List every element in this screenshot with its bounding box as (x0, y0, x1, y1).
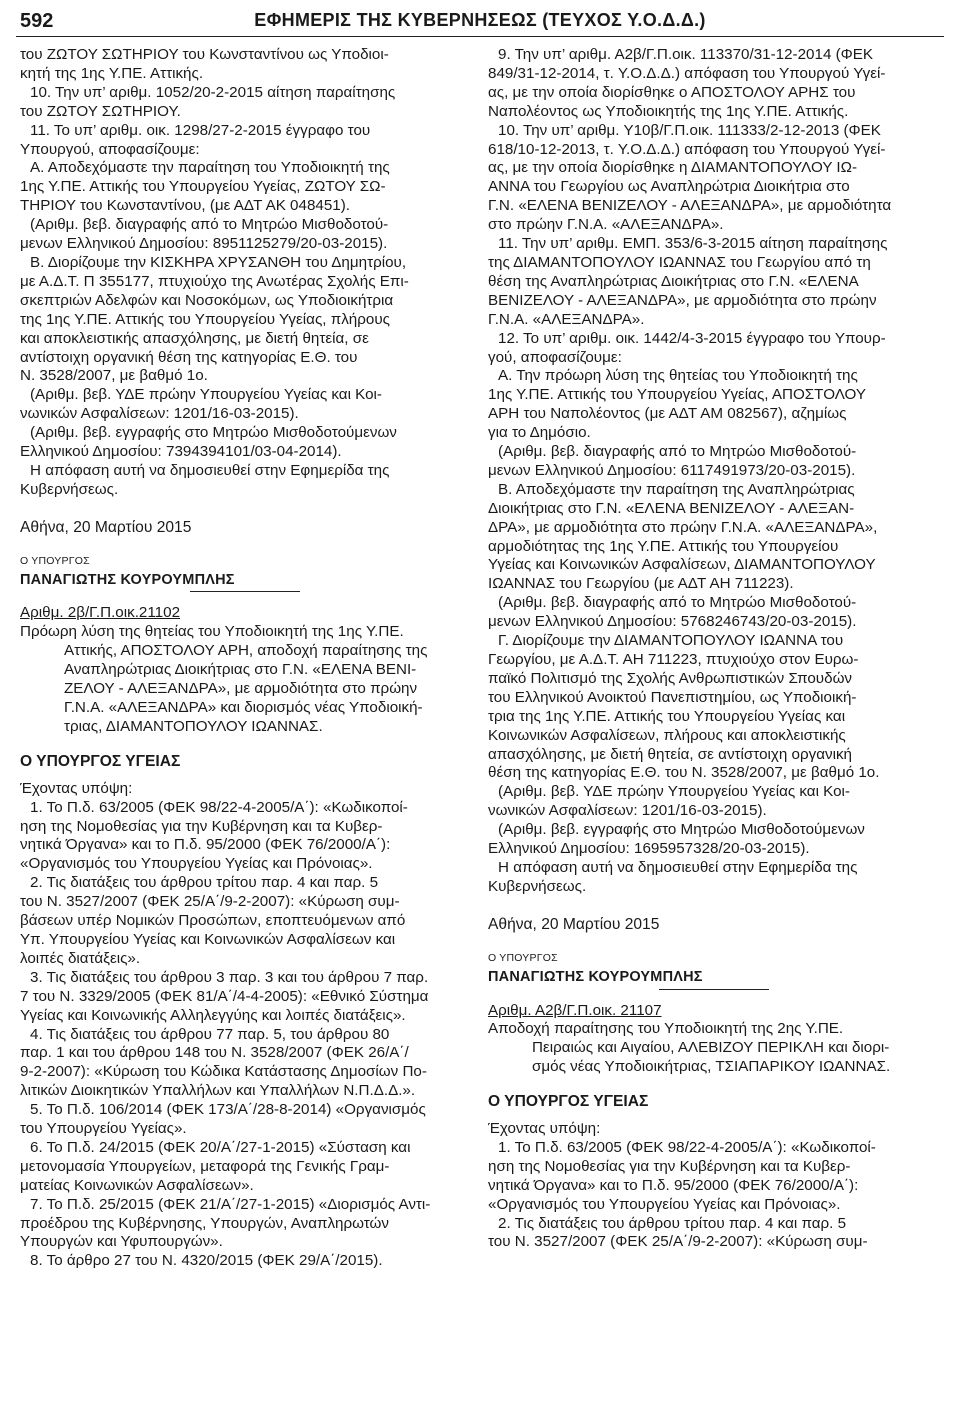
text-line: μετονομασία Υπουργείων, μεταφορά της Γενικής Γραμ- (20, 1157, 390, 1175)
text-line: 10. Την υπ’ αριθμ. Υ10β/Γ.Π.οικ. 111333/2-12-2013 (ΦΕΚ (498, 121, 881, 139)
text-line: Κυβερνήσεως. (488, 877, 587, 895)
text-line: παϊκό Πολιτισμό της Σχολής Ανθρωπιστικών Σπουδών (488, 669, 853, 687)
text-line: μενων Ελληνικού Δημοσίου: 5768246743/20-03-2015). (488, 613, 857, 631)
right-column (488, 46, 940, 1252)
text-line: Ναπολέοντος ως Υποδιοικητής της 1ης Υ.ΠΕ. Αττικής. (488, 102, 849, 120)
header-rule (16, 36, 944, 37)
text-line: Υπουργών και Υφυπουργών». (20, 1233, 223, 1251)
text-line: προέδρου της Κυβέρνησης, Υπουργών, Αναπληρωτών (20, 1214, 390, 1232)
text-line: λοιπές διατάξεις». (20, 949, 141, 967)
page-header (16, 6, 944, 44)
spacer (20, 500, 470, 519)
text-line: 11. Την υπ’ αριθμ. ΕΜΠ. 353/6-3-2015 αίτηση παραίτησης (498, 235, 888, 253)
text-line: ας, με την οποία διορίσθηκε ο ΑΠΟΣΤΟΛΟΥ ΑΡΗΣ του (488, 83, 856, 101)
text-line: Ν. 3528/2007, με βαθμό 1ο. (20, 367, 208, 385)
subject-line: Πειραιώς και Αιγαίου, ΑΛΕΒΙΖΟΥ ΠΕΡΙΚΛΗ και διορι- (532, 1039, 890, 1057)
text-line: Υπ. Υπουργείου Υγείας και Κοινωνικών Ασφαλίσεων και (20, 930, 396, 948)
subject-line: Αναπληρώτριας Διοικήτριας στο Γ.Ν. «ΕΛΕΝΑ ΒΕΝΙ- (64, 661, 417, 679)
text-line: με Α.Δ.Τ. Π 355177, πτυχιούχο της Ανωτέρας Σχολής Επι- (20, 272, 409, 290)
text-line: του Ελληνικού Ανοικτού Πανεπιστημίου, ως Υποδιοική- (488, 688, 857, 706)
text-line: 4. Τις διατάξεις του άρθρου 77 παρ. 5, του άρθρου 80 (30, 1025, 390, 1043)
place-date: Αθήνα, 20 Μαρτίου 2015 (20, 518, 192, 536)
text-line: στο πρώην Γ.Ν.Α. «ΑΛΕΞΑΝΔΡΑ». (488, 216, 724, 234)
text-line: νωνικών Ασφαλίσεων: 1201/16-03-2015). (20, 405, 299, 423)
text-line: Η απόφαση αυτή να δημοσιευθεί στην Εφημερίδα της (498, 858, 858, 876)
text-line: 618/10-12-2013, τ. Υ.Ο.Δ.Δ.) απόφαση του Υπουργού Υγεί- (488, 140, 886, 158)
text-line: Γ.Ν.Α. «ΑΛΕΞΑΝΔΡΑ». (488, 310, 645, 328)
text-line: «Οργανισμός του Υπουργείου Υγείας και Πρόνοιας». (20, 855, 373, 873)
text-line: (Αριθμ. βεβ. ΥΔΕ πρώην Υπουργείου Υγείας και Κοι- (498, 783, 850, 801)
text-line: «Οργανισμός του Υπουργείου Υγείας και Πρόνοιας». (488, 1195, 841, 1213)
text-line: σκεπτριών Αδελφών και Νοσοκόμων, ως Υποδιοικήτρια (20, 291, 394, 309)
text-line: ας, με την οποία διορίσθηκε η ΔΙΑΜΑΝΤΟΠΟΥΛΟΥ ΙΩ- (488, 159, 858, 177)
subject-line: Αττικής, ΑΠΟΣΤΟΛΟΥ ΑΡΗ, αποδοχή παραίτησης της (64, 642, 428, 660)
text-line: του Υπουργείου Υγείας». (20, 1120, 187, 1138)
text-line: Γ. Διορίζουμε την ΔΙΑΜΑΝΤΟΠΟΥΛΟΥ ΙΩΑΝΝΑ του (498, 632, 844, 650)
spacer (488, 1077, 940, 1093)
minister-title: Ο ΥΠΟΥΡΓΟΣ (488, 951, 558, 964)
text-line: της 1ης Υ.ΠΕ. Αττικής του Υπουργείου Υγείας, πλήρους (20, 310, 390, 328)
spacer (488, 990, 940, 1002)
spacer (488, 897, 940, 916)
text-line: ΑΝΝΑ του Γεωργίου ως Αναπληρώτρια Διοικήτρια στο (488, 178, 850, 196)
text-line: 9-2-2007): «Κύρωση του Κώδικα Κατάστασης Δημοσίων Πο- (20, 1063, 427, 1081)
text-line: 1ης Υ.ΠΕ. Αττικής του Υπουργείου Υγείας, ΑΠΟΣΤΟΛΟΥ (488, 386, 867, 404)
text-line: 10. Την υπ’ αριθμ. 1052/20-2-2015 αίτηση παραίτησης (30, 83, 396, 101)
text-line: 849/31-12-2014, τ. Υ.Ο.Δ.Δ.) απόφαση του Υπουργού Υγεί- (488, 64, 886, 82)
text-line: 6. Το Π.δ. 24/2015 (ΦΕΚ 20/Α΄/27-1-2015) «Σύσταση και (30, 1138, 411, 1156)
text-line: Κοινωνικών Ασφαλίσεων, πλήρους και αποκλειστικής (488, 726, 846, 744)
left-column (20, 46, 470, 1271)
text-line: Έχοντας υπόψη: (20, 779, 133, 797)
text-line: Γ.Ν. «ΕΛΕΝΑ ΒΕΝΙΖΕΛΟΥ - ΑΛΕΞΑΝΔΡΑ», με αρμοδιότητα (488, 197, 892, 215)
text-line: Α. Την πρόωρη λύση της θητείας του Υποδιοικητή της (498, 367, 858, 385)
text-line: Γεωργίου, με Α.Δ.Τ. ΑΗ 711223, πτυχιούχο στον Ευρω- (488, 651, 859, 668)
text-line: αρμοδιότητας της 1ης Υ.ΠΕ. Αττικής του Υπουργείου (488, 537, 839, 555)
text-line: 7. Το Π.δ. 25/2015 (ΦΕΚ 21/Α΄/27-1-2015) «Διορισμός Αντι- (30, 1195, 431, 1213)
text-line: 1ης Υ.ΠΕ. Αττικής του Υπουργείου Υγείας, ΖΩΤΟΥ ΣΩ- (20, 178, 386, 196)
subject-line: σμός νέας Υποδιοικήτριας, ΤΣΙΑΠΑΡΙΚΟΥ ΙΩΑΝΝΑΣ. (532, 1058, 891, 1076)
text-line: κητή της 1ης Υ.ΠΕ. Αττικής. (20, 64, 204, 82)
text-line: Ελληνικού Δημοσίου: 1695957328/20-03-2015). (488, 840, 810, 858)
text-line: νητικά Όργανα» και το Π.δ. 95/2000 (ΦΕΚ 76/2000/Α΄): (488, 1176, 859, 1194)
text-line: ΒΕΝΙΖΕΛΟΥ - ΑΛΕΞΑΝΔΡΑ», με αρμοδιότητα στο πρώην (488, 291, 877, 309)
text-line: 8. Το άρθρο 27 του Ν. 4320/2015 (ΦΕΚ 29/Α΄/2015). (30, 1252, 383, 1270)
text-line: ηση της Νομοθεσίας για την Κυβέρνηση και τα Κυβερ- (20, 817, 383, 835)
text-line: Υγείας και Κοινωνικής Αλληλεγγύης και λοιπές διατάξεις». (20, 1006, 406, 1024)
text-line: και αποκλειστικής απασχόλησης, με διετή θητεία, σε (20, 329, 369, 347)
text-line: βάσεων υπέρ Νομικών Προσώπων, εποπτευόμενων από (20, 912, 406, 930)
text-line: του Ν. 3527/2007 (ΦΕΚ 25/Α΄/9-2-2007): «Κύρωση συμ- (488, 1233, 868, 1251)
text-line: Β. Αποδεχόμαστε την παραίτηση της Αναπληρώτριας (498, 480, 855, 498)
spacer (20, 538, 470, 552)
text-line: Η απόφαση αυτή να δημοσιευθεί στην Εφημερίδα της (30, 461, 390, 479)
text-line: Υγείας και Κοινωνικών Ασφαλίσεων, ΔΙΑΜΑΝΤΟΠΟΥΛΟΥ (488, 556, 876, 574)
text-line: (Αριθμ. βεβ. ΥΔΕ πρώην Υπουργείου Υγείας και Κοι- (30, 386, 382, 404)
minister-name: ΠΑΝΑΓΙΩΤΗΣ ΚΟΥΡΟΥΜΠΛΗΣ (20, 571, 235, 588)
text-line: (Αριθμ. βεβ. διαγραφής από το Μητρώο Μισθοδοτού- (498, 594, 857, 612)
text-line: 9. Την υπ’ αριθμ. Α2β/Γ.Π.οικ. 113370/31-12-2014 (ΦΕΚ (498, 46, 874, 63)
text-line: 11. Το υπ’ αριθμ. οικ. 1298/27-2-2015 έγγραφο του (30, 121, 371, 139)
text-line: θέση της κατηγορίας Ε.Θ. του Ν. 3528/2007, με βαθμό 1ο. (488, 764, 880, 782)
text-line: 12. Το υπ’ αριθμ. οικ. 1442/4-3-2015 έγγραφο του Υπουρ- (498, 329, 886, 347)
text-line: Διοικήτριας στο Γ.Ν. «ΕΛΕΝΑ ΒΕΝΙΖΕΛΟΥ - ΑΛΕΞΑΝ- (488, 499, 855, 517)
minister-title: Ο ΥΠΟΥΡΓΟΣ (20, 554, 90, 567)
section-heading: Ο ΥΠΟΥΡΓΟΣ ΥΓΕΙΑΣ (20, 752, 181, 770)
text-line: μενων Ελληνικού Δημοσίου: 6117491973/20-03-2015). (488, 461, 856, 479)
text-line: Ελληνικού Δημοσίου: 7394394101/03-04-2014). (20, 443, 342, 461)
text-line: 1. Το Π.δ. 63/2005 (ΦΕΚ 98/22-4-2005/Α΄): «Κωδικοποί- (30, 798, 408, 816)
text-line: 7 του Ν. 3329/2005 (ΦΕΚ 81/Α΄/4-4-2005): «Εθνικό Σύστημα (20, 987, 429, 1005)
text-line: της ΔΙΑΜΑΝΤΟΠΟΥΛΟΥ ΙΩΑΝΝΑΣ του Γεωργίου από τη (488, 253, 871, 271)
spacer (20, 772, 470, 780)
text-line: θέση της Αναπληρώτριας Διοικήτριας στο Γ.Ν. «ΕΛΕΝΑ (488, 272, 859, 290)
text-line: Υπουργού, αποφασίζουμε: (20, 140, 200, 158)
text-line: ΤΗΡΙΟΥ του Κωνσταντίνου, (με ΑΔΤ ΑΚ 048451). (20, 197, 351, 215)
text-line: τρια της 1ης Υ.ΠΕ. Αττικής του Υπουργείου Υγείας και (488, 707, 846, 725)
text-line: ΑΡΗ του Ναπολέοντος (με ΑΔΤ ΑΜ 082567), αζημίως (488, 405, 847, 423)
text-line: γού, αποφασίζουμε: (488, 348, 622, 366)
text-line: Β. Διορίζουμε την ΚΙΣΚΗΡΑ ΧΡΥΣΑΝΘΗ του Δημητρίου, (30, 253, 407, 271)
text-line: (Αριθμ. βεβ. διαγραφής από το Μητρώο Μισθοδοτού- (498, 443, 857, 461)
gazette-title: ΕΦΗΜΕΡΙΣ ΤΗΣ ΚΥΒΕΡΝΗΣΕΩΣ (ΤΕΥΧΟΣ Υ.Ο.Δ.Δ.) (254, 10, 706, 30)
text-line: μενων Ελληνικού Δημοσίου: 8951125279/20-03-2015). (20, 235, 388, 253)
text-line: αντίστοιχη οργανική θέση της κατηγορίας Ε.Θ. του (20, 348, 358, 366)
subject-line: Αποδοχή παραίτησης του Υποδιοικητή της 2ης Υ.ΠΕ. (488, 1020, 844, 1038)
page-number: 592 (20, 10, 54, 32)
text-line: νωνικών Ασφαλίσεων: 1201/16-03-2015). (488, 802, 767, 820)
text-line: Κυβερνήσεως. (20, 480, 119, 498)
text-line: (Αριθμ. βεβ. εγγραφής στο Μητρώο Μισθοδοτούμενων (498, 821, 865, 839)
text-line: ΔΡΑ», με αρμοδιότητα στο πρώην Γ.Ν.Α. «ΑΛΕΞΑΝΔΡΑ», (488, 518, 878, 536)
minister-name: ΠΑΝΑΓΙΩΤΗΣ ΚΟΥΡΟΥΜΠΛΗΣ (488, 968, 703, 985)
text-line: Έχοντας υπόψη: (488, 1120, 601, 1138)
text-line: 5. Το Π.δ. 106/2014 (ΦΕΚ 173/Α΄/28-8-2014) «Οργανισμός (30, 1101, 426, 1119)
text-line: παρ. 1 και του άρθρου 148 του Ν. 3528/2007 (ΦΕΚ 26/Α΄/ (20, 1044, 409, 1062)
section-heading: Ο ΥΠΟΥΡΓΟΣ ΥΓΕΙΑΣ (488, 1093, 649, 1111)
text-line: 2. Τις διατάξεις του άρθρου τρίτου παρ. 4 και παρ. 5 (498, 1214, 847, 1232)
spacer (488, 935, 940, 949)
text-line: του ΖΩΤΟΥ ΣΩΤΗΡΙΟΥ του Κωνσταντίνου ως Υποδιοι- (20, 46, 389, 63)
decision-number: Αριθμ. 2β/Γ.Π.οικ.21102 (20, 604, 181, 622)
subject-line: τριας, ΔΙΑΜΑΝΤΟΠΟΥΛΟΥ ΙΩΑΝΝΑΣ. (64, 717, 323, 735)
spacer (20, 737, 470, 753)
text-line: (Αριθμ. βεβ. διαγραφής από το Μητρώο Μισθοδοτού- (30, 216, 389, 234)
text-line: του ΖΩΤΟΥ ΣΩΤΗΡΙΟΥ. (20, 102, 181, 120)
text-line: απασχόλησης, με διετή θητεία, σε αντίστοιχη οργανική (488, 745, 852, 763)
spacer (488, 1112, 940, 1120)
text-line: ματείας Κοινωνικών Ασφαλίσεων». (20, 1176, 254, 1194)
text-line: (Αριθμ. βεβ. εγγραφής στο Μητρώο Μισθοδοτούμενων (30, 424, 397, 442)
spacer (20, 592, 470, 604)
place-date: Αθήνα, 20 Μαρτίου 2015 (488, 915, 660, 933)
text-line: ηση της Νομοθεσίας για την Κυβέρνηση και τα Κυβερ- (488, 1157, 851, 1175)
text-line: 1. Το Π.δ. 63/2005 (ΦΕΚ 98/22-4-2005/Α΄): «Κωδικοποί- (498, 1138, 876, 1156)
text-line: λιτικών Διοικητικών Υπαλλήλων και Υπαλλήλων Ν.Π.Δ.Δ.». (20, 1082, 416, 1100)
text-line: νητικά Όργανα» και το Π.δ. 95/2000 (ΦΕΚ 76/2000/Α΄): (20, 836, 391, 854)
text-line: του Ν. 3527/2007 (ΦΕΚ 25/Α΄/9-2-2007): «Κύρωση συμ- (20, 893, 400, 911)
decision-number: Αριθμ. Α2β/Γ.Π.οικ. 21107 (488, 1001, 662, 1019)
text-line: Α. Αποδεχόμαστε την παραίτηση του Υποδιοικητή της (30, 159, 390, 177)
text-line: ΙΩΑΝΝΑΣ του Γεωργίου (με ΑΔΤ ΑΗ 711223). (488, 575, 794, 593)
text-line: 2. Τις διατάξεις του άρθρου τρίτου παρ. 4 και παρ. 5 (30, 874, 379, 892)
subject-line: Γ.Ν.Α. «ΑΛΕΞΑΝΔΡΑ» και διορισμός νέας Υποδιοική- (64, 699, 423, 716)
subject-line: ΖΕΛΟΥ - ΑΛΕΞΑΝΔΡΑ», με αρμοδιότητα στο πρώην (64, 680, 418, 698)
subject-line: Πρόωρη λύση της θητείας του Υποδιοικητή της 1ης Υ.ΠΕ. (20, 623, 404, 641)
text-line: 3. Τις διατάξεις του άρθρου 3 παρ. 3 και του άρθρου 7 παρ. (30, 968, 429, 986)
text-line: για το Δημόσιο. (488, 424, 591, 442)
